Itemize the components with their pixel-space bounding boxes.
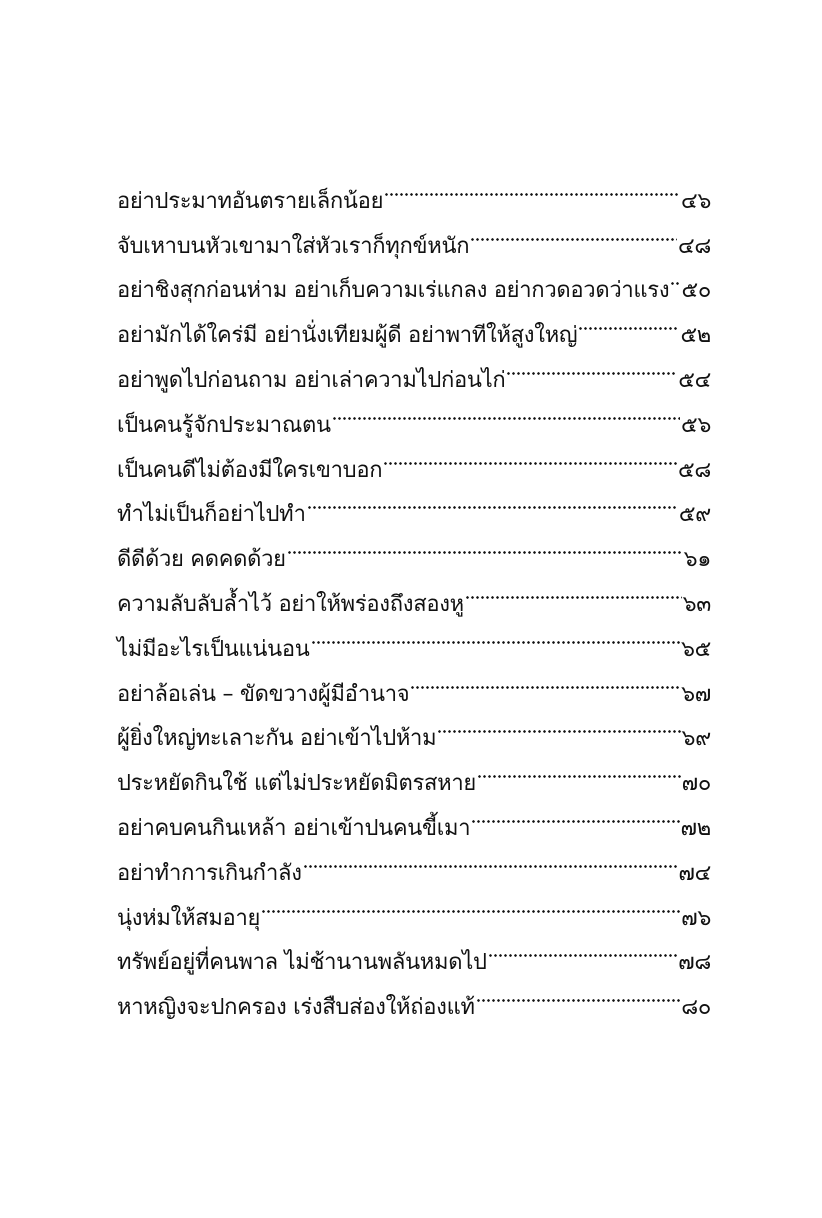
toc-entry-page: ๕๔ — [678, 367, 711, 393]
toc-entry-title: จับเหาบนหัวเขามาใส่หัวเราก็ทุกข์หนัก — [117, 233, 470, 259]
dot-leader — [477, 745, 681, 790]
dot-leader — [506, 342, 677, 387]
toc-entry-title: ทรัพย์อยู่ที่คนพาล ไม่ช้านานพลันหมดไป — [117, 950, 487, 976]
dot-leader — [383, 432, 677, 477]
toc-entry-page: ๕๒ — [680, 323, 711, 349]
toc-entry-title: อย่ามักได้ใคร่มี อย่านั่งเทียมผู้ดี อย่าพาทีให้สูงใหญ่ — [117, 323, 578, 349]
toc-entry-page: ๔๘ — [677, 233, 711, 259]
toc-entry-page: ๗๘ — [678, 950, 711, 976]
toc-entry-page: ๖๑ — [683, 547, 711, 573]
toc-entry-page: ๕๙ — [678, 502, 711, 528]
toc-entry-title: ไม่มีอะไรเป็นแน่นอน — [117, 636, 310, 662]
toc-entry-title: ทำไม่เป็นก็อย่าไปทำ — [117, 502, 306, 528]
toc-entry-title: อย่าคบคนกินเหล้า อย่าเข้าปนคนขี้เมา — [117, 815, 471, 841]
dot-leader — [471, 790, 679, 835]
toc-entry-page: ๕๐ — [681, 278, 711, 304]
toc-entry-page: ๖๗ — [681, 681, 711, 707]
dot-leader — [307, 477, 678, 522]
dot-leader — [410, 656, 680, 701]
toc-entry-page: ๗๐ — [681, 771, 711, 797]
dot-leader — [488, 925, 677, 970]
dot-leader — [332, 387, 680, 432]
dot-leader — [670, 253, 680, 298]
toc-entry-page: ๕๖ — [680, 412, 711, 438]
toc-entry-page: ๕๘ — [677, 457, 711, 483]
toc-entry-title: อย่าชิงสุกก่อนห่าม อย่าเก็บความเร่แกลง อย่ากวดอวดว่าแรง — [117, 278, 670, 304]
dot-leader — [384, 163, 680, 208]
toc-entry-page: ๗๔ — [678, 860, 711, 886]
toc-entry-title: นุ่งห่มให้สมอายุ — [117, 905, 261, 931]
toc-entry-title: อย่าประมาทอันตรายเล็กน้อย — [117, 188, 384, 214]
toc-entry-title: หาหญิงจะปกครอง เร่งสืบส่องให้ถ่องแท้ — [117, 995, 475, 1021]
dot-leader — [303, 835, 678, 880]
toc-entry-title: ผู้ยิ่งใหญ่ทะเลาะกัน อย่าเข้าไปห้าม — [117, 726, 437, 752]
toc-entry — [117, 163, 711, 214]
dot-leader — [311, 611, 680, 656]
dot-leader — [578, 297, 679, 342]
toc-entry-page: ๖๕ — [680, 636, 711, 662]
table-of-contents — [117, 163, 711, 1021]
toc-entry-page: ๖๙ — [681, 726, 711, 752]
toc-entry-page: ๗๒ — [680, 815, 711, 841]
toc-entry-title: อย่าพูดไปก่อนถาม อย่าเล่าความไปก่อนไก่ — [117, 367, 506, 393]
toc-entry-title: อย่าล้อเล่น – ขัดขวางผู้มีอำนาจ — [117, 681, 410, 707]
toc-entry-page: ๔๖ — [680, 188, 711, 214]
dot-leader — [261, 880, 680, 925]
toc-entry-page: ๖๓ — [682, 591, 711, 617]
toc-entry-page: ๗๖ — [681, 905, 711, 931]
dot-leader — [470, 208, 677, 253]
dot-leader — [465, 566, 682, 611]
toc-entry-title: ความลับลับล้ำไว้ อย่าให้พร่องถึงสองหู — [117, 591, 464, 617]
toc-entry-title: เป็นคนดีไม่ต้องมีใครเขาบอก — [117, 457, 383, 483]
dot-leader — [476, 969, 681, 1014]
toc-entry-title: อย่าทำการเกินกำลัง — [117, 860, 302, 886]
toc-entry-title: ดีดีด้วย คดคดด้วย — [117, 547, 286, 573]
toc-entry-title: ประหยัดกินใช้ แต่ไม่ประหยัดมิตรสหาย — [117, 771, 476, 797]
toc-entry-page: ๘๐ — [681, 995, 711, 1021]
dot-leader — [437, 701, 680, 746]
dot-leader — [287, 521, 683, 566]
toc-entry-title: เป็นคนรู้จักประมาณตน — [117, 412, 331, 438]
